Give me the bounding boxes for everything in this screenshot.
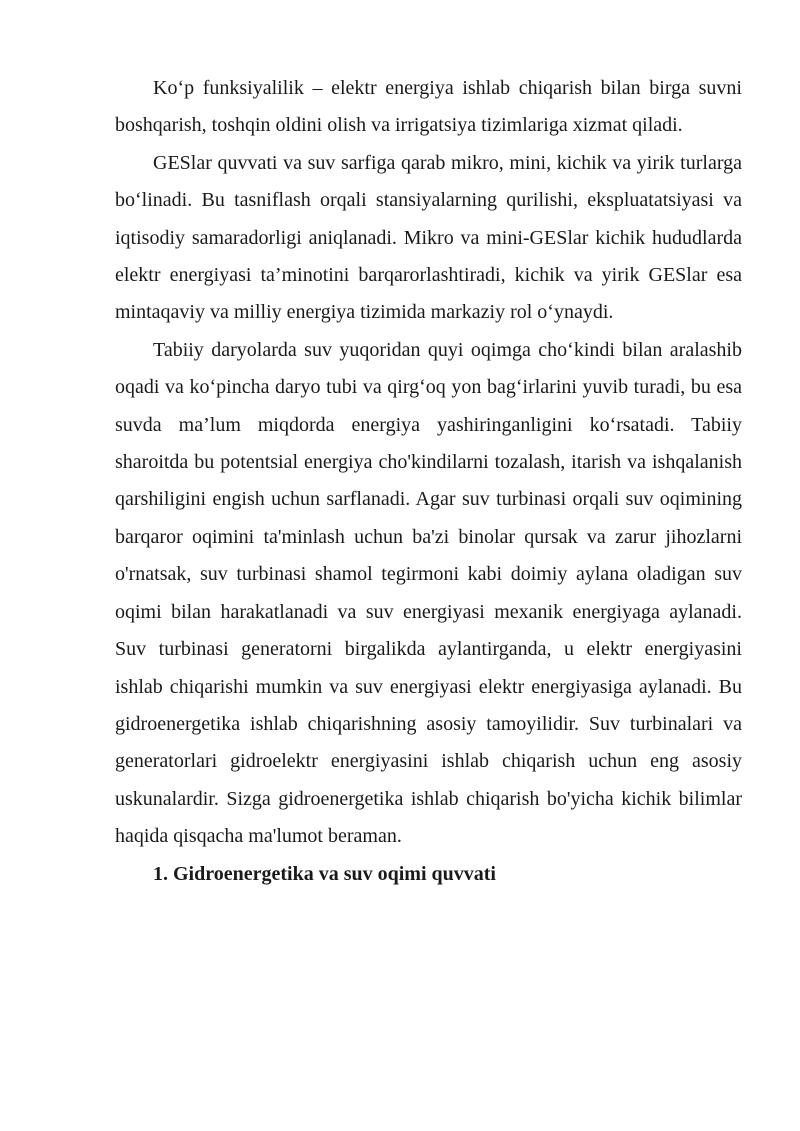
paragraph-multifunctionality: Ko‘p funksiyalilik – elektr energiya ishlab chiqarish bilan birga suvni boshqarish, toshqin oldini olish va irrigatsiya tizimlariga xizmat qiladi. <box>115 77 742 137</box>
paragraph-ges-classification: GESlar quvvati va suv sarfiga qarab mikro, mini, kichik va yirik turlarga bo‘linadi. Bu tasniflash orqali stansiyalarning qurilishi, ekspluatatsiyasi va iqtisodiy samaradorligi aniqlanadi. Mikro va mini-GESlar kichik hududlarda elektr energiyasi ta’minotini barqarorlashtiradi, kichik va yirik GESlar esa mintaqaviy va milliy energiya tizimida markaziy rol o‘ynaydi. <box>115 151 742 324</box>
paragraph-hydropower-principle: Tabiiy daryolarda suv yuqoridan quyi oqimga cho‘kindi bilan aralashib oqadi va ko‘pincha daryo tubi va qirg‘oq yon bag‘irlarini yuvib turadi, bu esa suvda ma’lum miqdorda energiya yashiringanligini ko‘rsatadi. Tabiiy sharoitda bu potentsial energiya cho'kindilarni tozalash, itarish va ishqalanish qarshiligini engish uchun sarflanadi. Agar suv turbinasi orqali suv oqimining barqaror oqimini ta'minlash uchun ba'zi binolar qursak va zarur jihozlarni o'rnatsak, suv turbinasi shamol tegirmoni kabi doimiy aylana oladigan suv oqimi bilan harakatlanadi va suv energiyasi mexanik energiyaga aylanadi. Suv turbinasi generatorni birgalikda aylantirganda, u elektr energiyasini ishlab chiqarishi mumkin va suv energiyasi elektr energiyasiga aylanadi. Bu gidroenergetika ishlab chiqarishning asosiy tamoyilidir. Suv turbinalari va generatorlari gidroelektr energiyasini ishlab chiqarish uchun eng asosiy uskunalardir. Sizga gidroenergetika ishlab chiqarish bo'yicha kichik bilimlar haqida qisqacha ma'lumot beraman. <box>115 338 742 848</box>
section-heading: 1. Gidroenergetika va suv oqimi quvvati <box>153 862 496 885</box>
document-body <box>115 70 742 893</box>
